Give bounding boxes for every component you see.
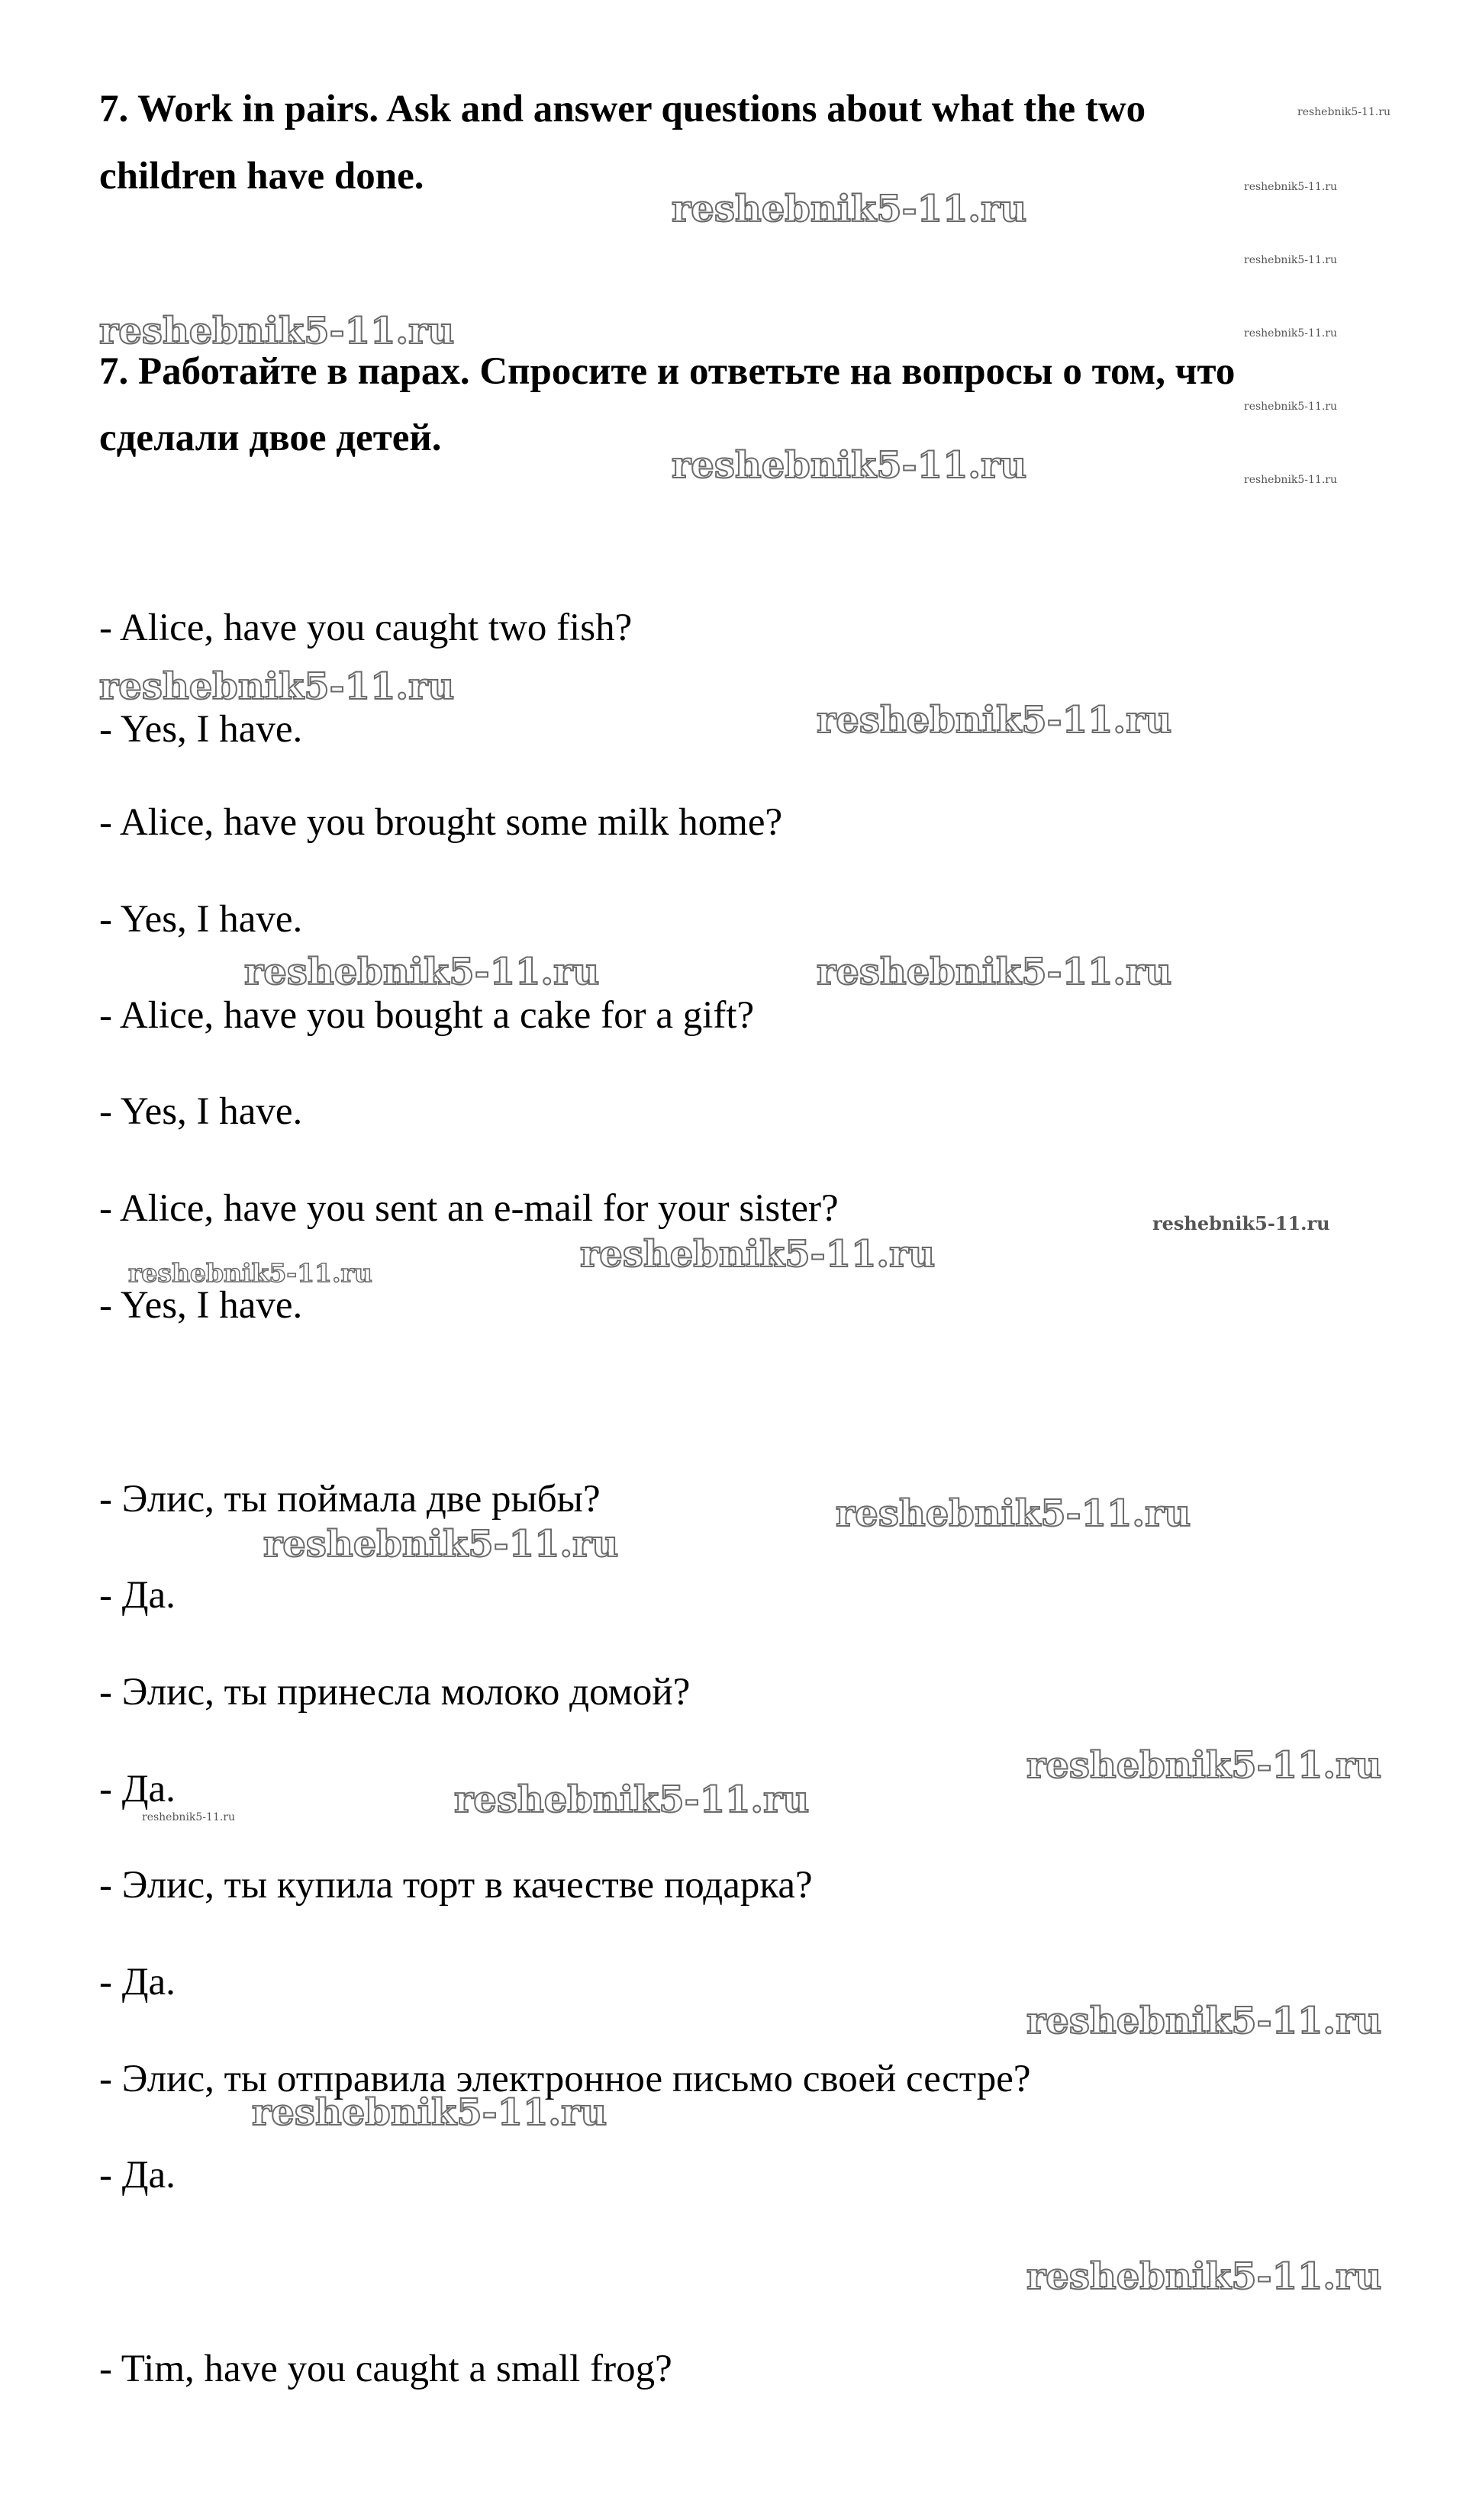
dialogue-line: - Да. <box>99 1961 176 2003</box>
dialogue-line: - Элис, ты купила торт в качестве подарка? <box>99 1864 813 1907</box>
watermark: reshebnik5-11.ru <box>244 951 600 993</box>
task-title-ru-line1: 7. Работайте в парах. Спросите и ответьте на вопросы о том, что <box>99 350 1236 393</box>
dialogue-line: - Alice, have you brought some milk home? <box>99 801 783 844</box>
dialogue-line: - Yes, I have. <box>99 1284 303 1327</box>
task-title-ru-line2: сделали двое детей. <box>99 417 442 459</box>
watermark: reshebnik5-11.ru <box>99 310 455 352</box>
dialogue-line: - Элис, ты поймала две рыбы? <box>99 1478 601 1521</box>
watermark: reshebnik5-11.ru <box>1244 401 1338 413</box>
watermark: reshebnik5-11.ru <box>99 665 455 708</box>
dialogue-line: - Alice, have you sent an e-mail for your sister? <box>99 1187 839 1230</box>
dialogue-line: - Alice, have you caught two fish? <box>99 607 633 649</box>
watermark: reshebnik5-11.ru <box>263 1523 619 1566</box>
watermark: reshebnik5-11.ru <box>817 951 1172 993</box>
dialogue-line: - Alice, have you bought a cake for a gift? <box>99 994 755 1037</box>
watermark: reshebnik5-11.ru <box>672 444 1027 487</box>
watermark: reshebnik5-11.ru <box>1244 181 1338 193</box>
watermark: reshebnik5-11.ru <box>1026 1744 1382 1787</box>
task-title-en-line1: 7. Work in pairs. Ask and answer questions about what the two <box>99 88 1146 130</box>
watermark: reshebnik5-11.ru <box>672 188 1027 230</box>
watermark: reshebnik5-11.ru <box>1244 327 1338 340</box>
watermark: reshebnik5-11.ru <box>454 1778 810 1821</box>
dialogue-line: - Tim, have you caught a small frog? <box>99 2348 672 2390</box>
watermark: reshebnik5-11.ru <box>142 1811 236 1823</box>
watermark: reshebnik5-11.ru <box>1026 2000 1382 2042</box>
watermark: reshebnik5-11.ru <box>252 2091 607 2134</box>
watermark: reshebnik5-11.ru <box>1244 474 1338 486</box>
dialogue-line: - Да. <box>99 1574 176 1617</box>
watermark: reshebnik5-11.ru <box>128 1258 372 1288</box>
dialogue-line: - Да. <box>99 1768 176 1810</box>
watermark: reshebnik5-11.ru <box>580 1233 936 1276</box>
dialogue-line: - Yes, I have. <box>99 708 303 751</box>
watermark: reshebnik5-11.ru <box>1244 254 1338 266</box>
watermark: reshebnik5-11.ru <box>1026 2255 1382 2298</box>
dialogue-line: - Yes, I have. <box>99 898 303 941</box>
dialogue-line: - Элис, ты отправила электронное письмо своей сестре? <box>99 2058 1031 2100</box>
task-title-en-line2: children have done. <box>99 155 424 198</box>
watermark: reshebnik5-11.ru <box>817 699 1172 742</box>
watermark: reshebnik5-11.ru <box>1152 1212 1330 1234</box>
dialogue-line: - Элис, ты принесла молоко домой? <box>99 1671 691 1714</box>
dialogue-line: - Yes, I have. <box>99 1090 303 1133</box>
dialogue-line: - Да. <box>99 2154 176 2197</box>
watermark: reshebnik5-11.ru <box>836 1492 1191 1535</box>
watermark: reshebnik5-11.ru <box>1297 106 1391 118</box>
